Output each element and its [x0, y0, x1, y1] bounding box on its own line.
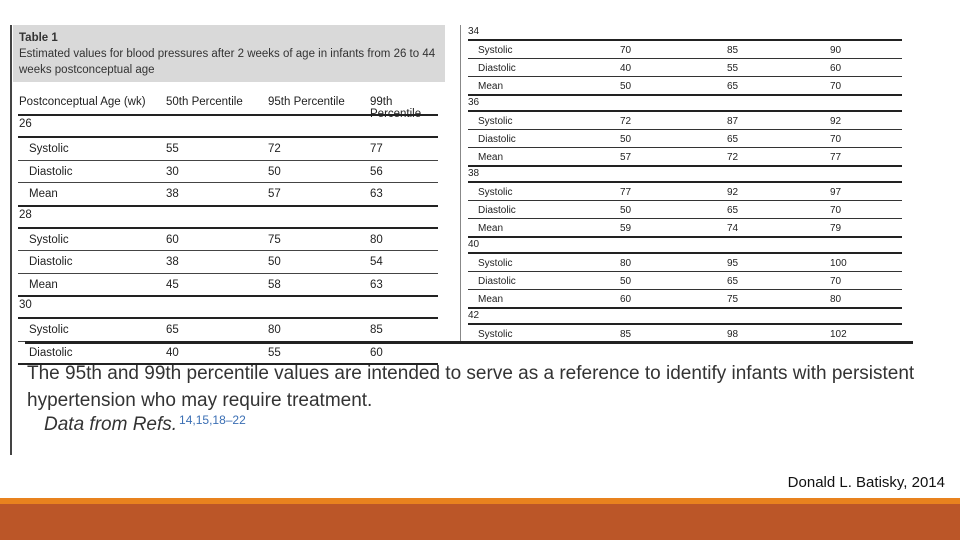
- cell-p95: 75: [727, 294, 739, 305]
- table-title: Table 1: [19, 32, 58, 44]
- table-right-panel: [460, 25, 910, 341]
- cell-p95: 87: [727, 116, 739, 127]
- cell-p99: 70: [830, 276, 842, 287]
- cell-p99: 80: [370, 233, 383, 246]
- table-row: [18, 229, 438, 252]
- age-group-row: [468, 96, 902, 112]
- cell-p99: 80: [830, 294, 842, 305]
- age-group-row: [468, 238, 902, 254]
- refs-text: Data from Refs.: [44, 414, 178, 435]
- table-row: [468, 130, 902, 148]
- footnote-text: The 95th and 99th percentile values are intended to serve as a reference to identify infants with persistent hypertension who may require treatment.: [27, 363, 915, 411]
- cell-p50: 40: [620, 63, 632, 74]
- cell-p99: 97: [830, 187, 842, 198]
- header-age: Postconceptual Age (wk): [19, 96, 146, 108]
- cell-p50: 65: [166, 324, 179, 336]
- table-row: [18, 138, 438, 161]
- cell-p99: 63: [370, 278, 383, 291]
- author-credit: Donald L. Batisky, 2014: [787, 474, 945, 491]
- table-row: [18, 183, 438, 207]
- cell-p50: 50: [620, 81, 632, 92]
- cell-p99: 92: [830, 116, 842, 127]
- table-row: [468, 272, 902, 290]
- header-p99: 99th Percentile: [370, 96, 422, 120]
- age-group-label: 26: [19, 118, 32, 130]
- table-bottom-rule: [25, 341, 913, 344]
- age-group-label: 38: [468, 168, 480, 179]
- row-label: Diastolic: [478, 63, 516, 74]
- cell-p50: 60: [166, 233, 179, 246]
- cell-p99: 54: [370, 256, 383, 268]
- cell-p50: 30: [166, 165, 179, 178]
- row-label: Systolic: [478, 187, 513, 198]
- row-label: Diastolic: [29, 165, 73, 178]
- table-row: [468, 254, 902, 272]
- cell-p50: 60: [620, 294, 632, 305]
- table-row: [468, 183, 902, 201]
- row-label: Mean: [29, 188, 58, 200]
- table-row: [468, 41, 902, 59]
- cell-p95: 95: [727, 258, 739, 269]
- age-group-label: 40: [468, 239, 480, 250]
- table-divider: [460, 25, 461, 341]
- cell-p50: 70: [620, 45, 632, 56]
- header-p50: 50th Percentile: [166, 96, 243, 108]
- age-group-row: [18, 116, 438, 138]
- table-left-panel: [13, 25, 445, 359]
- table-row: [468, 201, 902, 219]
- cell-p99: 60: [830, 63, 842, 74]
- cell-p50: 50: [620, 276, 632, 287]
- age-group-label: 34: [468, 26, 480, 37]
- row-label: Diastolic: [478, 205, 516, 216]
- age-group-row: [468, 309, 902, 325]
- cell-p95: 72: [268, 143, 281, 155]
- cell-p50: 59: [620, 223, 632, 234]
- cell-p95: 74: [727, 223, 739, 234]
- row-label: Mean: [478, 152, 504, 163]
- references-line: [44, 413, 246, 436]
- cell-p95: 65: [727, 81, 739, 92]
- row-label: Diastolic: [29, 256, 73, 268]
- cell-p95: 65: [727, 276, 739, 287]
- cell-p50: 80: [620, 258, 632, 269]
- cell-p95: 65: [727, 205, 739, 216]
- row-label: Systolic: [478, 329, 513, 340]
- cell-p50: 50: [620, 205, 632, 216]
- cell-p99: 85: [370, 324, 383, 336]
- cell-p99: 60: [370, 346, 383, 359]
- cell-p99: 90: [830, 45, 842, 56]
- age-group-label: 42: [468, 310, 480, 321]
- table-header-row: [18, 92, 438, 120]
- row-label: Systolic: [478, 45, 513, 56]
- age-group-row: [18, 297, 438, 319]
- cell-p95: 55: [727, 63, 739, 74]
- cell-p50: 50: [620, 134, 632, 145]
- table-row: [18, 161, 438, 184]
- cell-p50: 57: [620, 152, 632, 163]
- cell-p95: 57: [268, 188, 281, 200]
- cell-p99: 77: [830, 152, 842, 163]
- row-label: Systolic: [478, 258, 513, 269]
- cell-p50: 38: [166, 188, 179, 200]
- age-group-label: 28: [19, 208, 32, 221]
- table-caption: Estimated values for blood pressures after 2 weeks of age in infants from 26 to 44 weeks postconceptual age: [19, 48, 436, 76]
- cell-p99: 100: [830, 258, 847, 269]
- table-row: [468, 219, 902, 238]
- refs-numbers[interactable]: 14,15,18–22: [179, 413, 246, 427]
- cell-p99: 70: [830, 81, 842, 92]
- cell-p95: 58: [268, 278, 281, 291]
- cell-p95: 85: [727, 45, 739, 56]
- row-label: Mean: [29, 278, 58, 291]
- footer-rust-bar: [0, 504, 960, 540]
- cell-p95: 72: [727, 152, 739, 163]
- table-row: [468, 77, 902, 96]
- age-group-label: 36: [468, 97, 480, 108]
- table-left-body: [13, 116, 445, 365]
- row-label: Mean: [478, 294, 504, 305]
- cell-p95: 50: [268, 256, 281, 268]
- cell-p95: 65: [727, 134, 739, 145]
- table-title-box: [13, 25, 445, 82]
- row-label: Systolic: [478, 116, 513, 127]
- cell-p99: 56: [370, 165, 383, 178]
- row-label: Diastolic: [478, 276, 516, 287]
- cell-p95: 75: [268, 233, 281, 246]
- table-row: [18, 274, 438, 298]
- table-row: [468, 112, 902, 130]
- row-label: Diastolic: [478, 134, 516, 145]
- cell-p99: 70: [830, 134, 842, 145]
- row-label: Diastolic: [29, 346, 73, 359]
- cell-p95: 98: [727, 329, 739, 340]
- row-label: Systolic: [29, 143, 69, 155]
- cell-p50: 38: [166, 256, 179, 268]
- table-row: [468, 290, 902, 309]
- cell-p95: 92: [727, 187, 739, 198]
- cell-p99: 63: [370, 188, 383, 200]
- table-row: [468, 148, 902, 167]
- row-label: Mean: [478, 81, 504, 92]
- age-group-row: [468, 25, 902, 41]
- cell-p99: 79: [830, 223, 842, 234]
- cell-p99: 77: [370, 143, 383, 155]
- row-label: Systolic: [29, 233, 69, 246]
- cell-p50: 45: [166, 278, 179, 291]
- cell-p95: 80: [268, 324, 281, 336]
- age-group-label: 30: [19, 299, 32, 311]
- cell-p99: 70: [830, 205, 842, 216]
- row-label: Systolic: [29, 324, 69, 336]
- age-group-row: [18, 207, 438, 229]
- table-row: [18, 251, 438, 274]
- cell-p95: 55: [268, 346, 281, 359]
- header-p95: 95th Percentile: [268, 96, 345, 108]
- cell-p50: 77: [620, 187, 632, 198]
- slide-left-rule: [10, 25, 12, 455]
- table-row: [468, 59, 902, 77]
- age-group-row: [468, 167, 902, 183]
- cell-p50: 55: [166, 143, 179, 155]
- table-row: [18, 319, 438, 342]
- cell-p95: 50: [268, 165, 281, 178]
- cell-p50: 72: [620, 116, 632, 127]
- cell-p99: 102: [830, 329, 847, 340]
- cell-p50: 85: [620, 329, 632, 340]
- row-label: Mean: [478, 223, 504, 234]
- cell-p50: 40: [166, 346, 179, 359]
- table-right-body: [460, 25, 910, 344]
